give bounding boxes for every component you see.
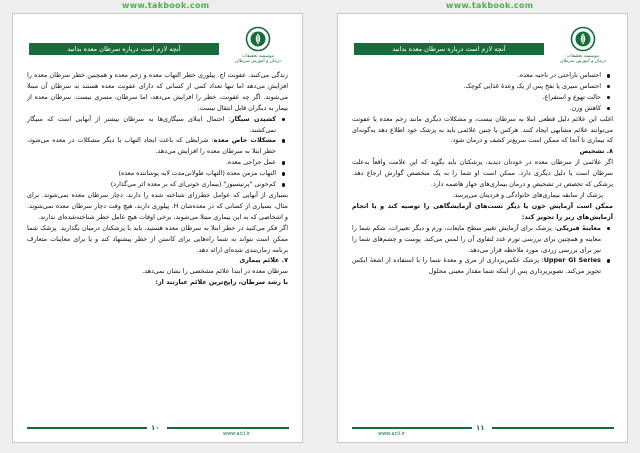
list-item xyxy=(27,135,276,157)
footer-url: www.acii.ir xyxy=(378,431,406,437)
list-item: کاهش وزن. xyxy=(352,103,601,114)
list-item xyxy=(27,114,276,136)
page-footer xyxy=(338,425,627,437)
logo-emblem-icon xyxy=(235,26,281,54)
risk-factor-list xyxy=(27,114,288,190)
list-item-bold: مشکلات خاص معده xyxy=(213,136,276,145)
list-item-bold: کشیدن سیگار xyxy=(230,114,276,123)
symptom-list xyxy=(352,70,613,114)
section-heading: ۸. تشخیص xyxy=(579,147,613,156)
list-item xyxy=(352,223,601,256)
page-number: ۱۰ xyxy=(151,424,160,432)
logo-text-line-2: درمان و آموزش سرطان xyxy=(560,59,606,64)
watermark-left: www.takbook.com xyxy=(122,1,210,10)
page-body xyxy=(27,70,288,288)
list-item-text: : شرایطی که باعث ایجاد التهاب یا دیگر مشکلات در معده می‌شود، خطر ابتلا به سرطان معده را افزایش می‌دهد. xyxy=(27,136,276,156)
list-item-text: عمل جراحی معده. xyxy=(225,158,276,167)
institute-logo xyxy=(560,26,606,66)
list-item: احساس ناراحتی در ناحیه معده. xyxy=(352,70,601,81)
page-footer xyxy=(13,425,302,437)
list-item-bold: معاینهٔ فیزیکی xyxy=(556,223,601,232)
list-item xyxy=(27,179,276,190)
footer-rule xyxy=(167,427,289,429)
list-item xyxy=(27,157,276,168)
list-item-text: : احتمال ابتلای سیگاری‌ها به سرطان بیشتر از آنهایی است که سیگار نمی‌کشند. xyxy=(27,114,276,134)
document-page-right xyxy=(337,13,628,443)
paragraph: زندگی می‌کنند. عفونت اچ. پیلوری خطر التهاب معده و زخم معده و همچنین خطر سرطان معده را افزایش می‌دهد اما تنها تعداد کمی از کسانی که دارای عفونت معده هستند به سرطان آن مبتلا می‌شوند. اگر چه عفونت، خطر را افزایش می‌دهد، اما سرطان، مسری نیست. سرطان معده از بیمار به دیگران قابل انتقال نیست. xyxy=(27,71,288,112)
footer-rule xyxy=(352,427,472,429)
logo-text-line-1: موسسه تحقیقات xyxy=(241,54,275,59)
page-number: ۱۱ xyxy=(476,424,485,432)
logo-emblem-icon xyxy=(560,26,606,54)
paragraph: اگر فکر می‌کنید در خطر ابتلا به سرطان معده هستید، باید با پزشکتان درمیان بگذارید. پزشک شما ممکن است بتواند به شما راه‌هایی برای کاستن از خطر پیشنهاد کند و یا برای معاینات متعارف برنامه زمان‌بندی شده‌ای ارائه دهد. xyxy=(27,223,288,254)
list-item-text: : پزشک عکس‌برداری از مری و معدهٔ شما را با استفاده از اشعهٔ ایکس تجویز می‌کند. تصویربرداری پس از اینکه شما مقدار معینی محلول xyxy=(352,256,601,276)
list-item-text: : پزشک برای آزمایش تغییر سطح مایعات، ورم و دیگر تغییرات، شکم شما را معاینه و همچنین برای بررسی تورم غدد لنفاوی آن را لمس می‌کند. پوست و چشم‌های شما را نیز برای بررسی زردی، مورد ملاحظه قرار می‌دهد. xyxy=(352,223,601,254)
bold-paragraph: با رشد سرطان، رایج‌ترین علائم عبارتند از: xyxy=(155,278,288,287)
bold-paragraph: ممکن است آزمایش خون یا دیگر تست‌های آزمایشگاهی را توصیه کند و یا انجام آزمایش‌های زیر را تجویز کند: xyxy=(352,201,613,221)
list-item xyxy=(27,168,276,179)
section-heading: ۷. علائم بیماری xyxy=(239,256,288,265)
list-item: احساس سیری یا نفخ پس از یک وعدهٔ غذایی کوچک. xyxy=(352,81,601,92)
footer-rule xyxy=(492,427,614,429)
paragraph: پزشک از سابقه بیماری‌های خانوادگی و فردیتان می‌پرسد. xyxy=(452,190,603,199)
list-item-bold: Upper GI Series xyxy=(543,256,601,265)
paragraph: سرطان معده در ابتدا علائم مشخصی را نشان نمی‌دهد. xyxy=(142,267,288,276)
institute-logo xyxy=(235,26,281,66)
logo-text-line-1: موسسه تحقیقات xyxy=(566,54,600,59)
list-item-text: کم‌خونی "پرنیسیوز" (بیماری خونی‌ای که بر معده اثر می‌گذارد) xyxy=(110,180,276,189)
test-list xyxy=(352,223,613,278)
document-page-left xyxy=(12,13,303,443)
list-item-text: التهاب مزمن معده (التهاب طولانی‌مدت لایه پوشاننده معده) xyxy=(118,169,276,178)
paragraph: بسیاری از آنهایی که عوامل خطرزای شناخته شده را دارند، دچار سرطان معده نمی‌شوند. برای مثال، بسیاری از کسانی که در معده‌شان H. پیلوری دارند، هیچ وقت دچار سرطان معده نمی‌شوند. و اشخاصی که به این بیماری مبتلا می‌شوند، برخی اوقات هیچ عامل خطر شناخته‌شده‌ای ندارند. xyxy=(27,190,288,221)
watermark-right: www.takbook.com xyxy=(446,1,534,10)
page-body xyxy=(352,70,613,277)
logo-text-line-2: درمان و آموزش سرطان xyxy=(235,59,281,64)
list-item xyxy=(352,255,601,277)
header-title-bar: آنچه لازم است درباره سرطان معده بدانید xyxy=(29,43,219,55)
paragraph: اگر علائمی از سرطان معده در خودتان دیدید، پزشکتان باید بگوید که این علامت واقعاً به‌علت سرطان است یا دلیل دیگری دارد. ممکن است او شما را به یک متخصص گوارش ارجاع دهد. پزشکی که تخصص در تشخیص و درمان بیماری‌های جهاز هاضمه دارد. xyxy=(352,158,613,189)
footer-url: www.acii.ir xyxy=(223,431,251,437)
paragraph: اغلب این علائم دلیل قطعی ابتلا به سرطان نیست، و مشکلات دیگری مانند زخم معده یا عفونت می‌توانند علائم مشابهی ایجاد کنند. هرکس با چنین علائمی باید به پزشک خود اطلاع دهد به‌گونه‌ای که بیماری تا آنجا که ممکن است سریع‌تر کشف و درمان شود. xyxy=(352,114,613,145)
footer-rule xyxy=(27,427,147,429)
list-item: حالت تهوع و استفراغ. xyxy=(352,92,601,103)
header-title-bar: آنچه لازم است درباره سرطان معده بدانید xyxy=(354,43,544,55)
